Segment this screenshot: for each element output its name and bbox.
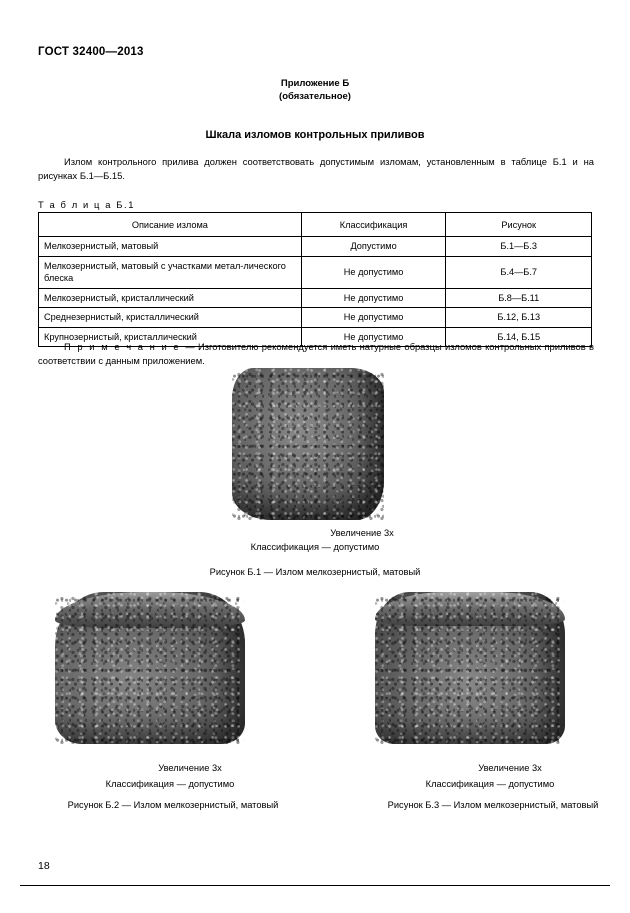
fracture-grain-texture — [375, 592, 565, 744]
fracture-grain-texture — [55, 592, 245, 744]
intro-paragraph: Излом контрольного прилива должен соответствовать допустимым изломам, установленным в таблице Б.1 и на рисунках Б.1—Б.15. — [38, 156, 594, 181]
note-text: — Изготовителю рекомендуется иметь натурные образцы изломов контрольных приливов в соответствии с данным приложением. — [38, 341, 594, 366]
annex-title: Приложение Б — [280, 78, 350, 89]
cell-classification: Не допустимо — [301, 288, 446, 308]
table-caption: Т а б л и ц а Б.1 — [38, 199, 136, 210]
cell-description: Мелкозернистый, кристаллический — [39, 288, 302, 308]
cell-classification: Не допустимо — [301, 327, 446, 347]
cell-classification: Не допустимо — [301, 256, 446, 288]
table-note — [38, 340, 594, 368]
table-row — [39, 308, 592, 328]
cell-figure: Б.4—Б.7 — [446, 256, 592, 288]
cell-description: Крупнозернистый, кристаллический — [39, 327, 302, 347]
fracture-classification-table — [38, 212, 592, 347]
column-header-description: Описание излома — [39, 213, 302, 237]
figure-b2-classification: Классификация — допустимо — [105, 779, 235, 789]
figure-b2-caption: Рисунок Б.2 — Излом мелкозернистый, матовый — [67, 800, 279, 810]
note-label: П р и м е ч а н и е — [64, 341, 186, 352]
column-header-figure: Рисунок — [446, 213, 592, 237]
figure-b1-caption: Рисунок Б.1 — Излом мелкозернистый, матовый — [209, 567, 421, 577]
figure-image-b3 — [375, 592, 565, 744]
annex-heading — [0, 77, 630, 103]
standard-designation: ГОСТ 32400—2013 — [38, 46, 144, 58]
footer-divider — [20, 885, 610, 886]
fracture-grain-texture — [232, 368, 384, 520]
table-row — [39, 288, 592, 308]
cell-classification: Допустимо — [301, 237, 446, 257]
figure-b3-magnification: Увеличение 3х — [478, 763, 542, 773]
annex-subtitle: (обязательное) — [279, 91, 351, 102]
table-row — [39, 237, 592, 257]
figure-image-b2 — [55, 592, 245, 744]
cell-description: Мелкозернистый, матовый с участками метал-лического блеска — [39, 256, 302, 288]
cell-figure: Б.14, Б.15 — [446, 327, 592, 347]
cell-description: Среднезернистый, кристаллический — [39, 308, 302, 328]
figure-b1-magnification: Увеличение 3х — [330, 528, 394, 538]
figure-b3-caption: Рисунок Б.3 — Излом мелкозернистый, матовый — [387, 800, 599, 810]
figure-b3-classification: Классификация — допустимо — [425, 779, 555, 789]
table-header-row — [39, 213, 592, 237]
cell-figure: Б.12, Б.13 — [446, 308, 592, 328]
cell-classification: Не допустимо — [301, 308, 446, 328]
page-number: 18 — [38, 860, 50, 872]
column-header-classification: Классификация — [301, 213, 446, 237]
figure-b2-magnification: Увеличение 3х — [158, 763, 222, 773]
figure-image-b1 — [232, 368, 384, 520]
cell-figure: Б.1—Б.3 — [446, 237, 592, 257]
page-title: Шкала изломов контрольных приливов — [205, 129, 425, 141]
figure-b1-classification: Классификация — допустимо — [250, 542, 380, 552]
cell-description: Мелкозернистый, матовый — [39, 237, 302, 257]
cell-figure: Б.8—Б.11 — [446, 288, 592, 308]
table-row — [39, 256, 592, 288]
